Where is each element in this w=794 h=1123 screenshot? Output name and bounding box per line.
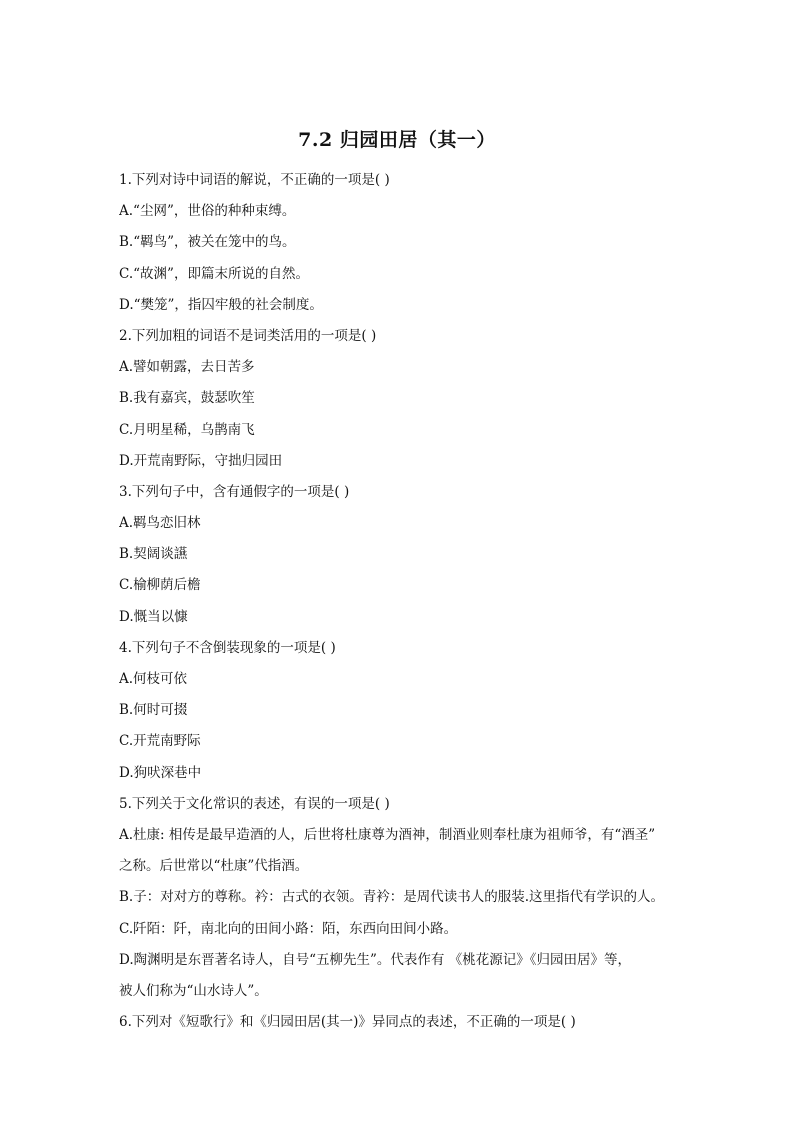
text-line: B.子：对对方的尊称。衿：古式的衣领。青衿：是周代读书人的服装.这里指代有学识的人。	[119, 889, 665, 906]
text-line: B.何时可掇	[119, 702, 188, 719]
text-line: D.陶渊明是东晋著名诗人，自号“五柳先生”。代表作有 《桃花源记》《归园田居》等，	[119, 951, 631, 968]
text-line: A.何枝可依	[119, 671, 188, 687]
text-line: D.开荒南野际，守拙归园田	[119, 452, 283, 469]
text-line: B.我有嘉宾，鼓瑟吹笙	[119, 390, 255, 407]
text-line: C.“故渊”，即篇末所说的自然。	[119, 265, 309, 282]
text-line: B.“羁鸟”，被关在笼中的鸟。	[119, 234, 296, 251]
question-content	[119, 165, 679, 1038]
text-line: C.月明星稀，乌鹊南飞	[119, 421, 255, 438]
text-line: 3.下列句子中，含有通假字的一项是( )	[119, 483, 350, 500]
text-line: 2.下列加粗的词语不是词类活用的一项是( )	[119, 327, 377, 344]
text-line: 4.下列句子不含倒装现象的一项是( )	[119, 639, 336, 656]
text-line: D.“樊笼”，指囚牢般的社会制度。	[119, 296, 323, 313]
text-line: A.譬如朝露，去日苦多	[119, 359, 255, 376]
text-line: C.榆柳荫后檐	[119, 577, 201, 594]
text-line: A.“尘网”，世俗的种种束缚。	[119, 203, 296, 220]
document-title: 7.2 归园田居（其一）	[298, 129, 496, 151]
text-line: D.狗吠深巷中	[119, 764, 202, 781]
text-line: 被人们称为“山水诗人”。	[119, 982, 268, 999]
text-line: 6.下列对《短歌行》和《归园田居(其一)》异同点的表述，不正确的一项是( )	[119, 1014, 576, 1031]
text-line: 1.下列对诗中词语的解说，不正确的一项是( )	[119, 172, 390, 188]
text-line: 5.下列关于文化常识的表述，有误的一项是( )	[119, 795, 390, 812]
text-line: C.阡陌：阡，南北向的田间小路：陌，东西向田间小路。	[119, 920, 458, 937]
text-line: B.契阔谈讌	[119, 546, 188, 563]
text-line: A.羁鸟恋旧林	[119, 515, 201, 532]
text-line: D.慨当以慷	[119, 608, 188, 625]
text-line: C.开荒南野际	[119, 733, 201, 750]
text-line: 之称。后世常以“杜康”代指酒。	[119, 858, 309, 875]
text-line: A.杜康: 相传是最早造酒的人，后世将杜康尊为酒神，制酒业则奉杜康为祖师爷，有“酒圣”	[119, 826, 656, 843]
